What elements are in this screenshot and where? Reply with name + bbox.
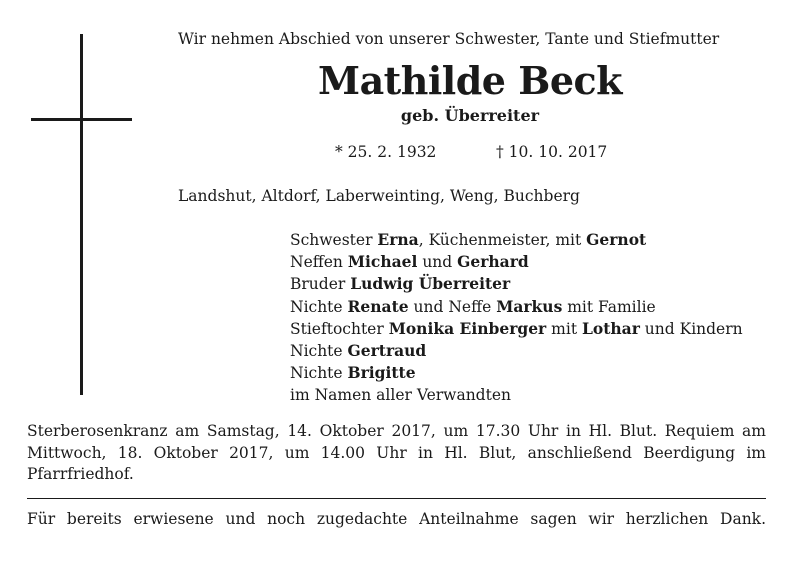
mourner-line: Schwester Erna, Küchenmeister, mit Gernot — [290, 230, 647, 249]
cross-horizontal-bar — [31, 118, 132, 121]
mourner-line: Nichte Renate und Neffe Markus mit Familie — [290, 296, 656, 316]
divider-line — [27, 498, 766, 499]
birth-date: * 25. 2. 1932 — [335, 143, 437, 161]
service-details: Sterberosenkranz am Samstag, 14. Oktober 2017, um 17.30 Uhr in Hl. Blut. Requiem am Mittwoch, 18. Oktober 2017, um 14.00 Uhr in Hl. Blut, anschließend Beerdigung im Pfarrfriedhof. — [27, 422, 766, 483]
maiden-name: geb. Überreiter — [400, 106, 540, 125]
thanks-text: Für bereits erwiesene und noch zugedachte Anteilnahme sagen wir herzlichen Dank. — [27, 510, 766, 528]
cross-vertical-bar — [80, 34, 83, 395]
deceased-name: Mathilde Beck — [318, 58, 622, 103]
death-date: † 10. 10. 2017 — [496, 143, 608, 161]
mourner-line: Nichte Gertraud — [290, 341, 427, 361]
mourner-line: im Namen aller Verwandten — [290, 386, 511, 405]
mourner-line: Bruder Ludwig Überreiter — [290, 274, 511, 294]
intro-text: Wir nehmen Abschied von unserer Schwester, Tante und Stiefmutter — [178, 30, 720, 48]
places-list: Landshut, Altdorf, Laberweinting, Weng, Buchberg — [178, 187, 580, 205]
mourner-line: Stieftochter Monika Einberger mit Lothar und Kindern — [290, 318, 743, 338]
mourner-line: Neffen Michael und Gerhard — [290, 252, 529, 272]
mourner-line: Nichte Brigitte — [290, 363, 416, 383]
mourners-list — [290, 229, 743, 407]
